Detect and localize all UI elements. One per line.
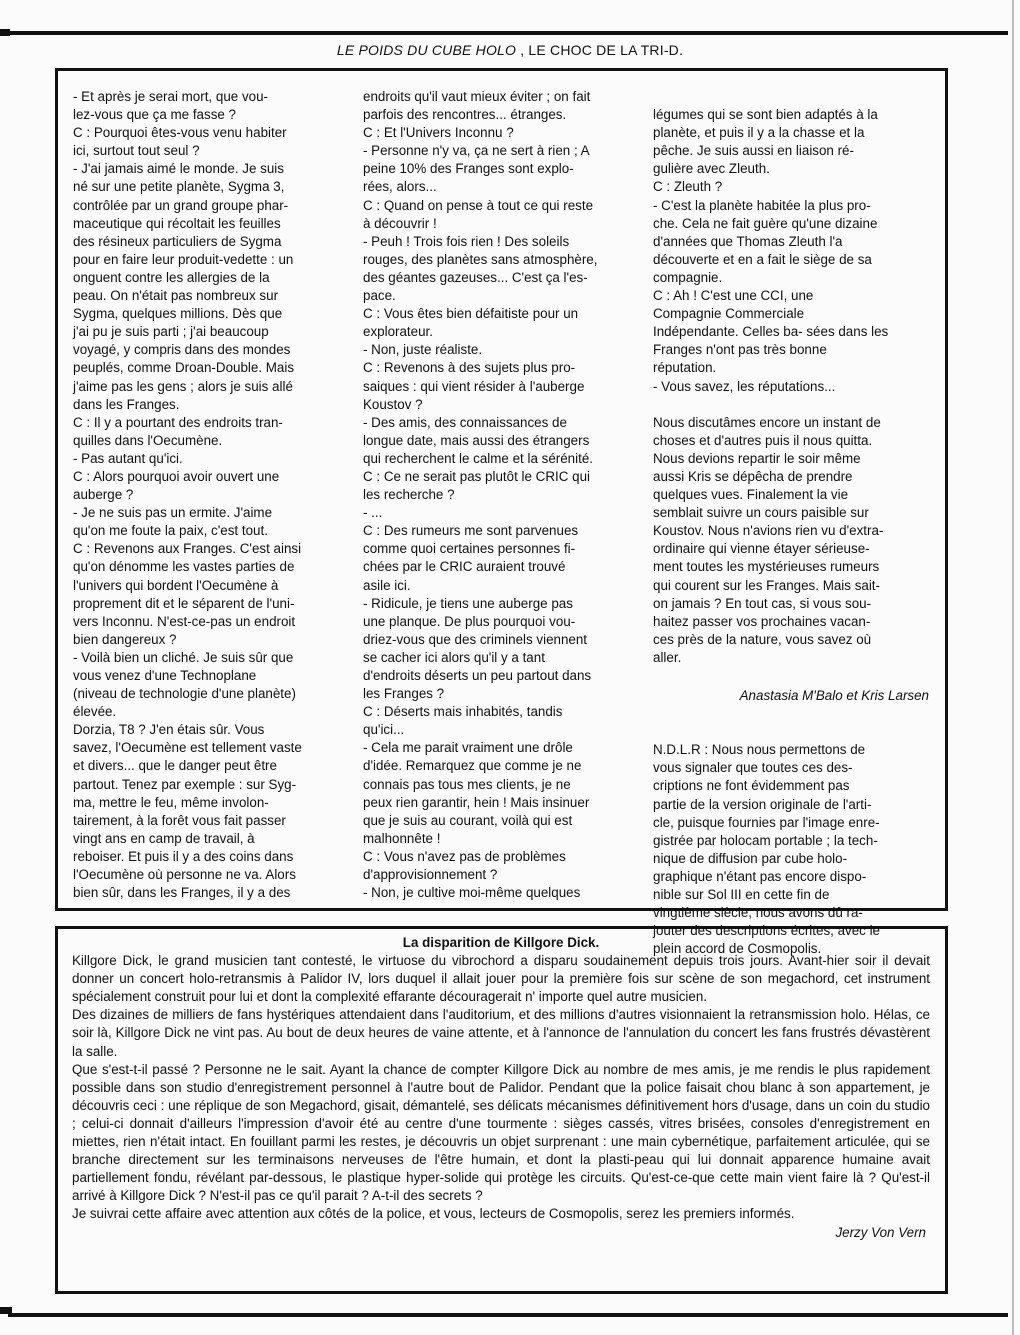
- interview-signature: Anastasia M'Balo et Kris Larsen: [739, 688, 929, 704]
- page-header: [0, 42, 1020, 58]
- article-body: [72, 934, 930, 1242]
- header-separator: ,: [516, 42, 529, 58]
- top-rule: [8, 31, 1008, 35]
- interview-column-2: endroits qu'il vaut mieux éviter ; on fait parfois des rencontres... étranges. C : Et l'Univers Inconnu ? - Personne n'y va, ça ne sert à rien ; A peine 10% des Franges sont explo- rées, alors... C : Quand on pense à tout ce qui reste à découvrir ! - Peuh ! Trois fois rien ! Des soleils rouges, des planètes sans atmosphère, des géantes gazeuses... C'est ça l'es- pace. C : Vous êtes bien défaitiste pour un explorateur. - Non, juste réaliste. C : Revenons à des sujets plus pro- saiques : qui vient résider à l'auberge Koustov ? - Des amis, des connaissances de longue date, mais aussi des étrangers qui recherchent le calme et la sérénité. C : Ce ne serait pas plutôt le CRIC qui les recherche ? - ... C : Des rumeurs me sont parvenues comme quoi certaines personnes fi- chées par le CRIC auraient trouvé asile ici. - Ridicule, je tiens une auberge pas une planque. De plus pourquoi vou- driez-vous que des criminels viennent se cacher ici alors qu'il y a tant d'endroits déserts un peu partout dans les Franges ? C : Déserts mais inhabités, tandis qu'ici... - Cela me parait vraiment une drôle d'idée. Remarquez que comme je ne connais pas tous mes clients, je ne peux rien garantir, hein ! Mais insinuer que je suis au courant, voilà qui est malhonnête ! C : Vous n'avez pas de problèmes d'approvisionnement ? - Non, je cultive moi-même quelques: [363, 89, 598, 901]
- ndlr-note: N.D.L.R : Nous nous permettons de vous signaler que toutes ces des- criptions ne font évidemment pas partie de la version originale de l'arti- cle, puisque fournies par l'image enre- gistrée par holocam portable ; la tech- nique de diffusion par cube holo- graphique n'étant pas encore dispo- nible sur Sol III en cette fin de vingtième siècle, nous avons dû ra- jouter des descriptions écrites, avec le plein accord de Cosmopolis.: [653, 742, 881, 957]
- page-edge: [1012, 0, 1014, 1335]
- header-hand-title: LE CHOC DE LA TRI-D.: [528, 42, 684, 58]
- article-signature: Jerzy Von Vern: [835, 1224, 926, 1240]
- header-title: LE POIDS DU CUBE HOLO: [336, 42, 517, 58]
- article-title: La disparition de Killgore Dick.: [402, 935, 600, 950]
- interview-column-3-text: légumes qui se sont bien adaptés à la planète, et puis il y a la chasse et la pêche. Je suis aussi en liaison ré- gulière avec Zleuth. C : Zleuth ? - C'est la planète habitée la plus pro- che. Cela ne fait guère qu'une dizaine d'années que Thomas Zleuth l'a découverte et en a fait le siège de sa compagnie. C : Ah ! C'est une CCI, une Compagnie Commerciale Indépendante. Celles ba- sées dans les Franges n'ont pas très bonne réputation. - Vous savez, les réputations... Nous discutâmes encore un instant de choses et d'autres puis il nous quitta. Nous devions repartir le soir même aussi Kris se dépêcha de prendre quelques vues. Finalement la vie semblait suivre un cours paisible sur Koustov. Nous n'avions rien vu d'extra- ordinaire qui vienne étayer sérieuse- ment toutes les mystérieuses rumeurs qui courent sur les Franges. Mais sait- on jamais ? En tout cas, si vous sou- haitez passer vos prochaines vacan- ces près de la nature, vous savez où aller.: [653, 107, 889, 665]
- interview-column-1: - Et après je serai mort, que vou- lez-vous que ça me fasse ? C : Pourquoi êtes-vous venu habiter ici, surtout tout seul ? - J'ai jamais aimé le monde. Je suis né sur une petite planète, Sygma 3, contrôlée par un grand groupe phar- maceutique qui récoltait les feuilles des résineux particuliers de Sygma pour en faire leur produit-vedette : un onguent contre les allergies de la peau. On n'était pas nombreux sur Sygma, quelques millions. Dès que j'ai pu je suis parti ; j'ai beaucoup voyagé, y compris dans des mondes peuplés, comme Droan-Double. Mais j'aime pas les gens ; alors je suis allé dans les Franges. C : Il y a pourtant des endroits tran- quilles dans l'Oecumène. - Pas autant qu'ici. C : Alors pourquoi avoir ouvert une auberge ? - Je ne suis pas un ermite. J'aime qu'on me foute la paix, c'est tout. C : Revenons aux Franges. C'est ainsi qu'on dénomme les vastes parties de l'univers qui bordent l'Oecumène à proprement dit et le séparent de l'uni- vers Inconnu. N'est-ce-pas un endroit bien dangereux ? - Voilà bien un cliché. Je suis sûr que vous venez d'une Technoplane (niveau de technologie d'une planète) élevée. Dorzia, T8 ? J'en étais sûr. Vous savez, l'Oecumène est tellement vaste et divers... que le danger peut être partout. Tenez par exemple : sur Syg- ma, mettre le feu, même involon- tairement, à la forêt vous fait passer vingt ans en camp de travail, à reboiser. Et puis il y a des coins dans l'Oecumène où personne ne va. Alors bien sûr, dans les Franges, il y a des: [73, 89, 302, 901]
- article-paragraph-3: Que s'est-t-il passé ? Personne ne le sait. Ayant la chance de compter Killgore Dick au nombre de mes amis, je me rendis le plus rapidement possible dans son studio d'enregistrement personnel à l'autre bout de Palidor. Pendant que la police faisait chou blanc à son appartement, je découvris ceci : une réplique de son Megachord, gisait, démantelé, ses délicats mécanismes définitivement hors d'usage, dans un coin du studio ; celui-ci donnait d'ailleurs l'impression d'avoir été au centre d'une tourmente : sièges cassés, vitres brisées, consoles d'enregistrement en miettes, rien n'était intact. En fouillant parmi les restes, je découvris un objet surprenant : une main cybernétique, parfaitement articulée, qui se branche directement sur les terminaisons nerveuses de l'être humain, et dont la plasti-peau qui lui donnait apparence humaine avait partiellement fondu, révélant par-dessous, le plastique hyper-solide qui protège les circuits. Qu'est-ce-que cette main vient faire là ? Qu'est-il arrivé à Killgore Dick ? N'est-il pas ce qu'il parait ? A-t-il des secrets ?: [72, 1061, 930, 1204]
- article-paragraph-2: Des dizaines de milliers de fans hystériques attendaient dans l'auditorium, et des millions d'autres visionnaient la retransmission holo. Hélas, ce soir là, Killgore Dick ne vint pas. Au bout de deux heures de vaine attente, et à l'annonce de l'annulation du concert les fans frustrés dévastèrent la salle.: [72, 1007, 930, 1059]
- interview-column-3: [653, 88, 929, 977]
- article-paragraph-1: Killgore Dick, le grand musicien tant contesté, le virtuose du vibrochord a disparu soudainement depuis trois jours. Avant-hier soir il devait donner un concert holo-retransmis à Palidor IV, lors duquel il allait jouer pour la première fois sur scène de son megachord, cet instrument spécialement construit pour lui et dont la complexité effarante découragerait n' importe quel autre musicien.: [72, 953, 930, 1005]
- article-box: [55, 926, 948, 1294]
- bottom-rule: [8, 1313, 1008, 1317]
- article-paragraph-4: Je suivrai cette affaire avec attention aux côtés de la police, et vous, lecteurs de Cosmopolis, serez les premiers informés.: [72, 1206, 795, 1222]
